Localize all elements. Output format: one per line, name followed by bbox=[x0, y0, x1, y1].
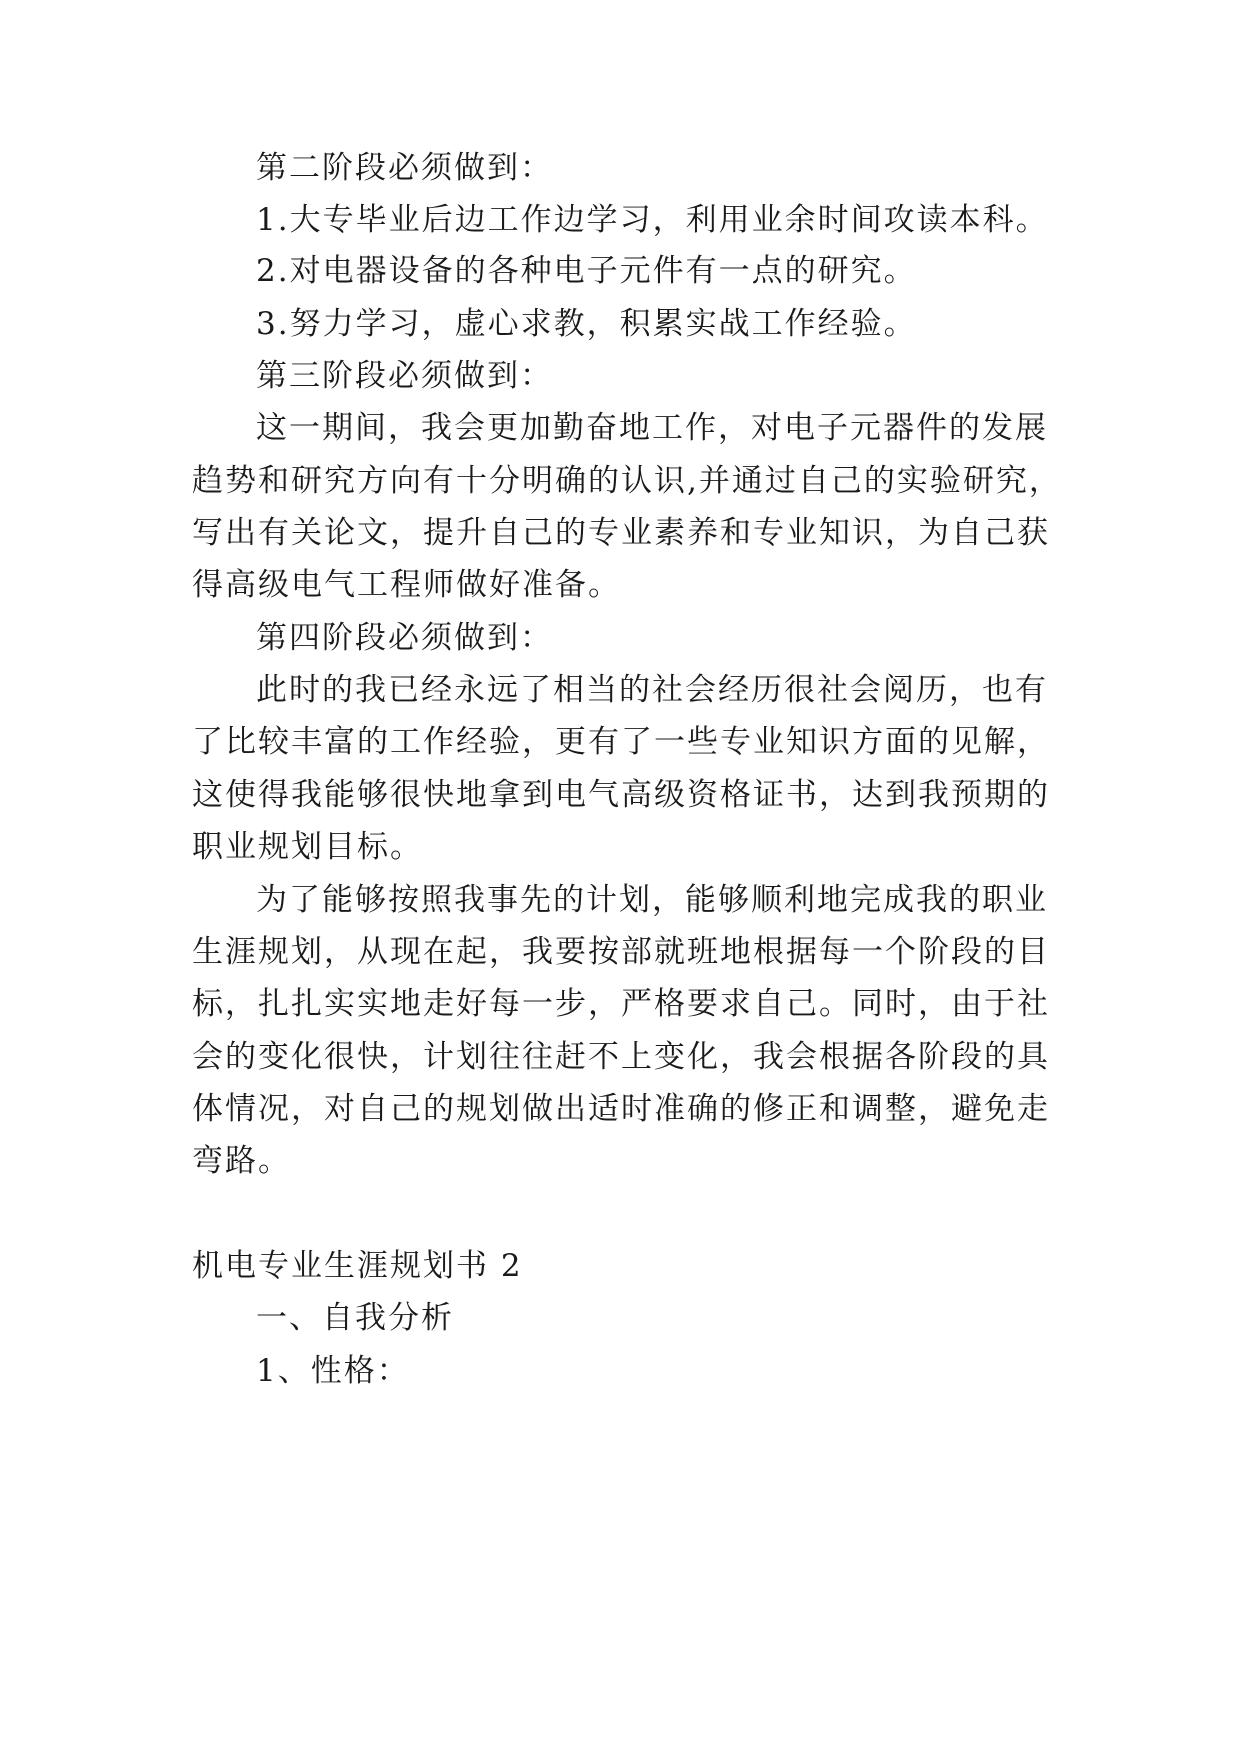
stage-two-item-3: 3.努力学习，虚心求教，积累实战工作经验。 bbox=[256, 306, 917, 342]
personality-heading: 1、性格： bbox=[256, 1353, 410, 1389]
stage-four-paragraph-line: 这使得我能够很快地拿到电气高级资格证书，达到我预期的 bbox=[192, 777, 1050, 813]
self-analysis-heading: 一、自我分析 bbox=[256, 1300, 454, 1336]
stage-two-heading: 第二阶段必须做到： bbox=[256, 150, 553, 186]
closing-paragraph-line: 为了能够按照我事先的计划，能够顺利地完成我的职业 bbox=[256, 882, 1048, 918]
stage-two-item-2: 2.对电器设备的各种电子元件有一点的研究。 bbox=[256, 253, 917, 289]
closing-paragraph-line: 会的变化很快，计划往往赶不上变化，我会根据各阶段的具 bbox=[192, 1039, 1050, 1075]
stage-two-item-1: 1.大专毕业后边工作边学习，利用业余时间攻读本科。 bbox=[256, 202, 1049, 238]
stage-three-paragraph-line: 这一期间，我会更加勤奋地工作，对电子元器件的发展 bbox=[256, 410, 1048, 446]
stage-three-paragraph-line: 得高级电气工程师做好准备。 bbox=[192, 567, 621, 603]
stage-three-paragraph-line: 写出有关论文，提升自己的专业素养和专业知识，为自己获 bbox=[192, 515, 1050, 551]
stage-three-paragraph-line: 趋势和研究方向有十分明确的认识,并通过自己的实验研究， bbox=[192, 463, 1062, 499]
closing-paragraph-line: 弯路。 bbox=[192, 1143, 291, 1179]
closing-paragraph-line: 生涯规划，从现在起，我要按部就班地根据每一个阶段的目 bbox=[192, 934, 1050, 970]
stage-four-paragraph-line: 了比较丰富的工作经验，更有了一些专业知识方面的见解， bbox=[192, 724, 1050, 760]
closing-paragraph-line: 标，扎扎实实地走好每一步，严格要求自己。同时，由于社 bbox=[192, 986, 1050, 1022]
section-title: 机电专业生涯规划书 2 bbox=[192, 1248, 523, 1284]
closing-paragraph-line: 体情况，对自己的规划做出适时准确的修正和调整，避免走 bbox=[192, 1091, 1050, 1127]
stage-four-paragraph-line: 此时的我已经永远了相当的社会经历很社会阅历，也有 bbox=[256, 672, 1048, 708]
stage-four-heading: 第四阶段必须做到： bbox=[256, 620, 553, 656]
stage-four-paragraph-line: 职业规划目标。 bbox=[192, 829, 423, 865]
stage-three-heading: 第三阶段必须做到： bbox=[256, 358, 553, 394]
